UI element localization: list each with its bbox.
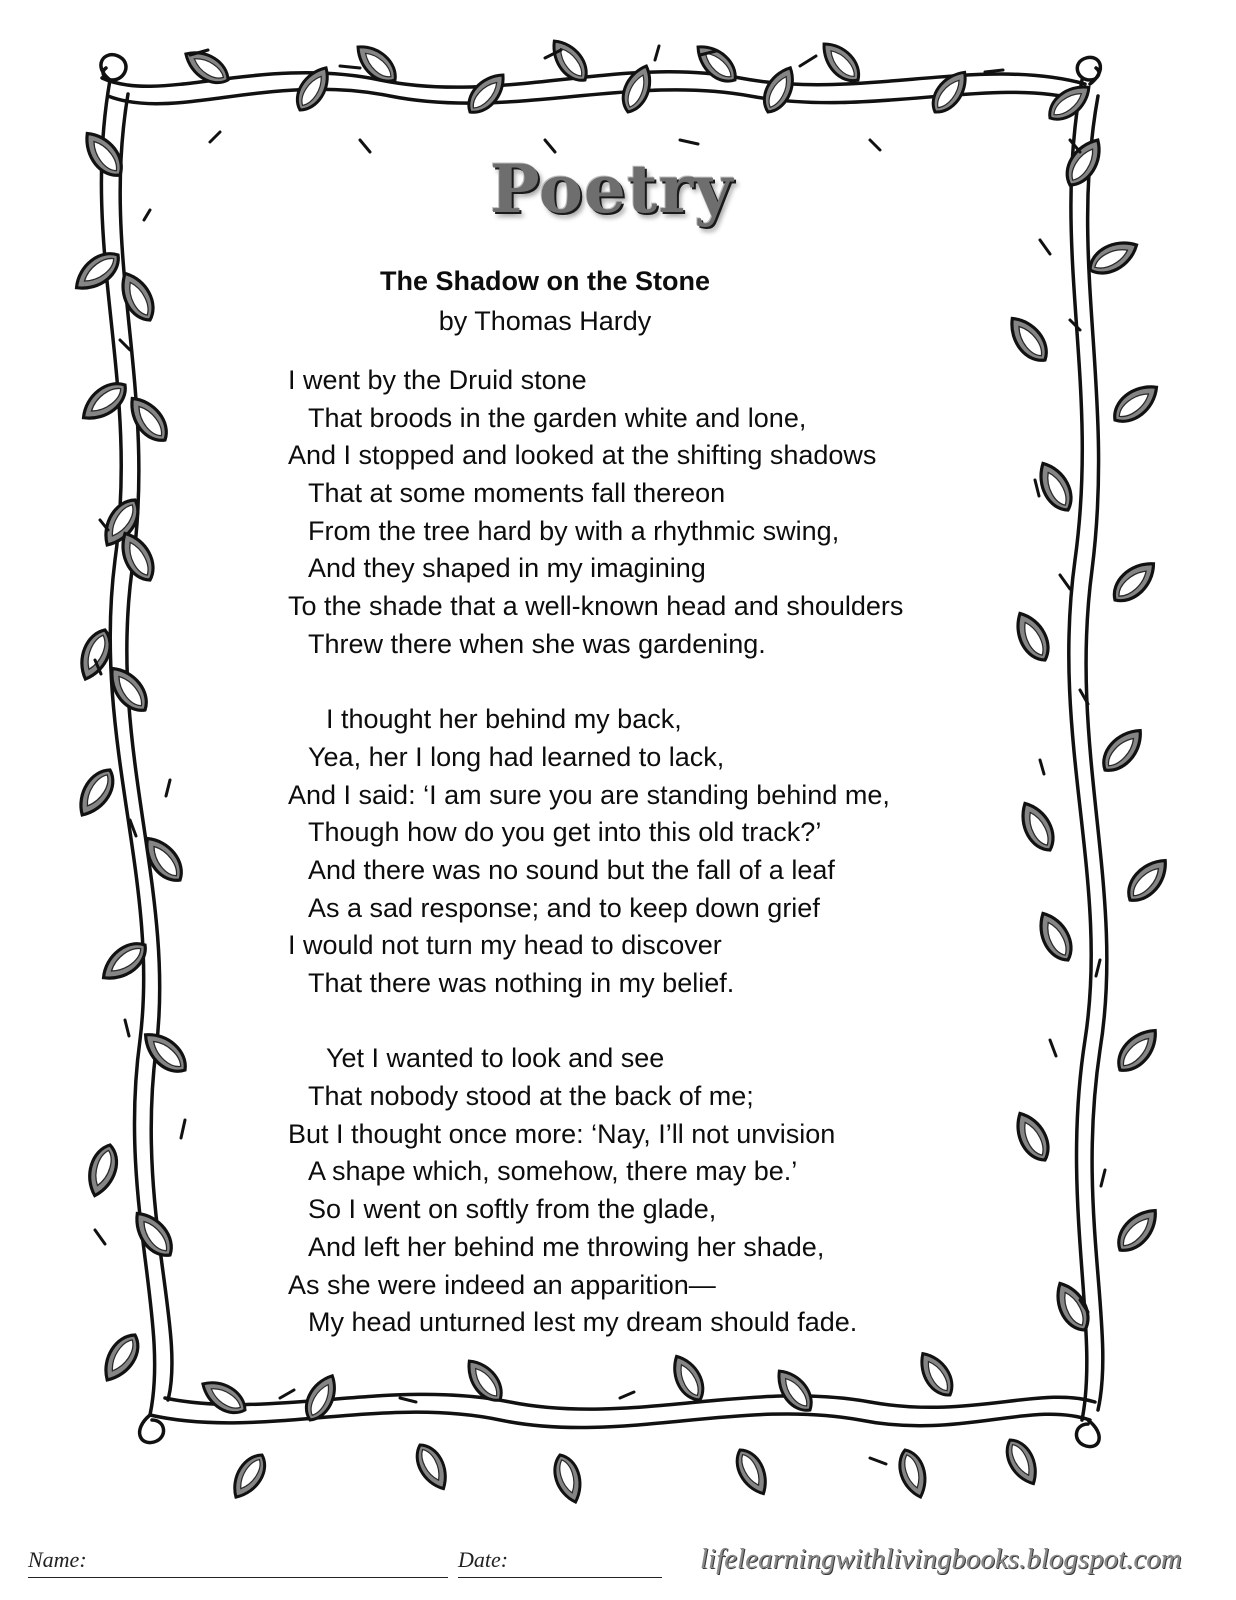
poem-line: A shape which, somehow, there may be.’ [308,1156,798,1187]
poem-title: The Shadow on the Stone [380,266,710,296]
date-label: Date: [458,1547,509,1572]
poem-line: That nobody stood at the back of me; [308,1081,754,1112]
poem-line: And I said: ‘I am sure you are standing behind me, [288,779,890,810]
poem-line: And I stopped and looked at the shifting shadows [288,440,877,471]
poem-line: My head unturned lest my dream should fade. [308,1307,858,1338]
poem-line: But I thought once more: ‘Nay, I’ll not unvision [288,1118,836,1149]
poem-line: Yea, her I long had learned to lack, [308,741,725,772]
stanza-2 [288,701,988,1003]
poem-line: That at some moments fall thereon [308,478,726,509]
poem-line: And they shaped in my imagining [308,553,706,584]
poem-line: So I went on softly from the glade, [308,1194,717,1225]
date-field[interactable] [458,1577,662,1578]
poem-line: And there was no sound but the fall of a leaf [308,854,835,885]
name-field[interactable] [28,1577,448,1578]
poem-line: That broods in the garden white and lone, [308,402,807,433]
poem-body [288,362,988,1380]
poem-author: by Thomas Hardy [438,306,652,336]
website-url: lifelearningwithlivingbooks.blogspot.com [700,1543,1182,1575]
poem-line: As she were indeed an apparition— [288,1269,716,1300]
poem-line: As a sad response; and to keep down grief [308,892,820,923]
poem-line: To the shade that a well-known head and shoulders [288,591,904,622]
poem-line: From the tree hard by with a rhythmic swing, [308,515,840,546]
stanza-3 [288,1040,988,1342]
poem-line: Threw there when she was gardening. [308,628,766,659]
poem-line: That there was nothing in my belief. [308,968,735,998]
poem-line: And left her behind me throwing her shade, [308,1231,825,1262]
poem-line: I thought her behind my back, [326,704,682,735]
name-label: Name: [28,1547,87,1572]
page-heading: Poetry [490,150,734,228]
poem-line: I went by the Druid stone [288,365,587,395]
poem-line: Though how do you get into this old track?’ [308,817,822,848]
stanza-1 [288,362,988,664]
poem-line: I would not turn my head to discover [288,930,722,961]
poem-line: Yet I wanted to look and see [326,1043,665,1074]
